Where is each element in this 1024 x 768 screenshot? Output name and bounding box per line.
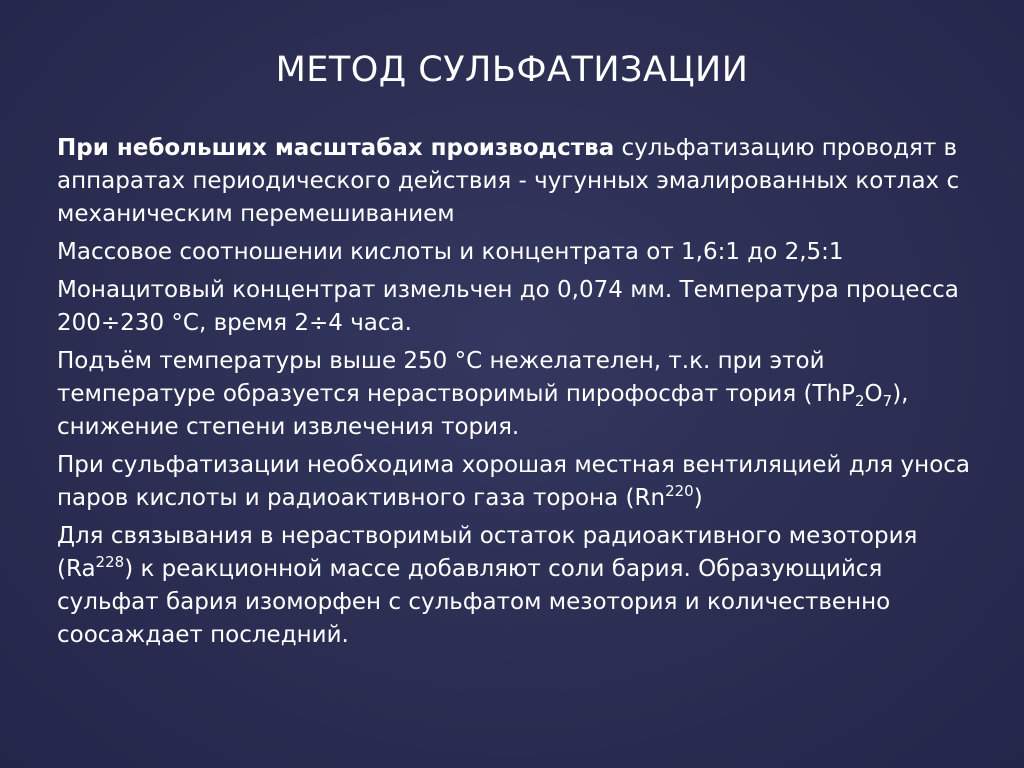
subscript-2: 2 bbox=[855, 392, 865, 410]
slide-body bbox=[57, 132, 972, 657]
superscript-228: 228 bbox=[95, 553, 125, 571]
paragraph-6-part-b: ) к реакционной массе добавляют соли бария. Образующийся сульфат бария изоморфен с сульфатом мезотория и количественно соосаждает последний. bbox=[57, 556, 891, 648]
paragraph-5 bbox=[57, 449, 972, 515]
paragraph-1-text: сульфатизацию проводят в аппаратах периодического действия - чугунных эмалированных котлах с механическим перемешиванием bbox=[57, 135, 960, 227]
paragraph-4 bbox=[57, 345, 972, 444]
paragraph-5-part-b: ) bbox=[693, 485, 703, 511]
paragraph-6-part-a: Для связывания в нерастворимый остаток радиоактивного мезотория (Ra bbox=[57, 523, 918, 582]
paragraph-3: Монацитовый концентрат измельчен до 0,074 мм. Температура процесса 200÷230 °С, время 2÷4 часа. bbox=[57, 277, 959, 336]
paragraph-4-part-a: Подъём температуры выше 250 °С нежелателен, т.к. при этой температуре образуется нерастворимый пирофосфат тория (ThP bbox=[57, 348, 855, 407]
superscript-220: 220 bbox=[665, 482, 694, 500]
paragraph-4-part-c: ), снижение степени извлечения тория. bbox=[57, 381, 909, 440]
paragraph-2: Массовое соотношении кислоты и концентрата от 1,6:1 до 2,5:1 bbox=[57, 239, 844, 265]
paragraph-5-part-a: При сульфатизации необходима хорошая местная вентиляцией для уноса паров кислоты и радиоактивного газа торона (Rn bbox=[57, 452, 971, 511]
slide-title: МЕТОД СУЛЬФАТИЗАЦИИ bbox=[275, 50, 749, 90]
paragraph-1 bbox=[57, 132, 972, 231]
subscript-7: 7 bbox=[882, 392, 893, 410]
paragraph-4-part-b: O bbox=[864, 381, 883, 407]
paragraph-6 bbox=[57, 520, 972, 652]
paragraph-1-bold: При небольших масштабах производства bbox=[57, 135, 615, 161]
